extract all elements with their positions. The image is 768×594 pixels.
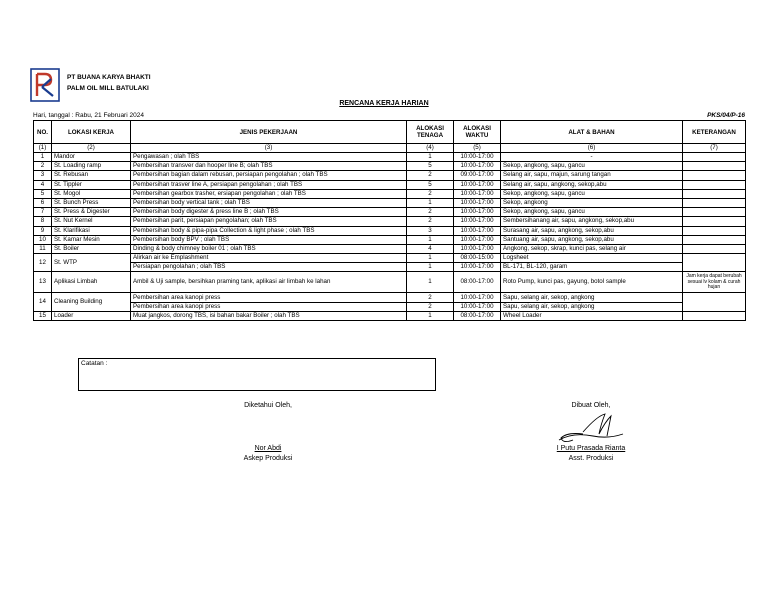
tools-materials: - xyxy=(501,153,683,162)
remarks xyxy=(683,226,746,235)
time-allocation: 10:00-17:00 xyxy=(454,235,501,244)
row-number: 5 xyxy=(34,189,52,198)
work-location: St. Nut Kernel xyxy=(52,217,131,226)
staff-allocation: 1 xyxy=(407,263,454,272)
column-index: (5) xyxy=(454,144,501,153)
work-location: Mandor xyxy=(52,153,131,162)
staff-allocation: 1 xyxy=(407,254,454,263)
staff-allocation: 2 xyxy=(407,217,454,226)
company-name: PT BUANA KARYA BHAKTI xyxy=(67,74,151,81)
work-plan-table xyxy=(33,120,746,321)
row-number: 12 xyxy=(34,254,52,272)
remarks xyxy=(683,293,746,311)
column-header: JENIS PEKERJAAN xyxy=(131,121,407,144)
staff-allocation: 1 xyxy=(407,198,454,207)
table-row xyxy=(34,254,746,263)
tools-materials: Angkong, sekop, skrap, kunci pas, selang air xyxy=(501,244,683,253)
time-allocation: 10:00-17:00 xyxy=(454,302,501,311)
table-row xyxy=(34,208,746,217)
row-number: 9 xyxy=(34,226,52,235)
time-allocation: 08:00-17:00 xyxy=(454,311,501,320)
job-description: Pembersihan body vertical tank ; olah TBS xyxy=(131,198,407,207)
work-location: St. Bunch Press xyxy=(52,198,131,207)
notes-box xyxy=(78,358,436,391)
tools-materials: Sekop, angkong, sapu, gancu xyxy=(501,162,683,171)
work-location: St. Rebusan xyxy=(52,171,131,180)
preparer-role: Asst. Produksi xyxy=(568,455,614,462)
tools-materials: Sekop, angkong, sapu, gancu xyxy=(501,208,683,217)
column-header: ALAT & BAHAN xyxy=(501,121,683,144)
preparer-name: I Putu Prasada Rianta xyxy=(556,445,626,452)
table-body xyxy=(34,144,746,321)
time-allocation: 08:00-15:00 xyxy=(454,254,501,263)
time-allocation: 08:00-17:00 xyxy=(454,272,501,293)
company-logo-icon xyxy=(30,68,60,102)
table-row xyxy=(34,217,746,226)
time-allocation: 10:00-17:00 xyxy=(454,263,501,272)
document-code: PKS/04/P-16 xyxy=(707,112,745,119)
job-description: Pengawasan ; olah TBS xyxy=(131,153,407,162)
approver-role: Askep Produksi xyxy=(243,455,293,462)
table-row xyxy=(34,198,746,207)
tools-materials: Selang air, sapu, angkong, sekop,abu xyxy=(501,180,683,189)
column-index: (2) xyxy=(52,144,131,153)
approver-name: Nor Abdi xyxy=(254,445,282,452)
remarks xyxy=(683,235,746,244)
row-number: 15 xyxy=(34,311,52,320)
row-number: 8 xyxy=(34,217,52,226)
work-location: St. Kamar Mesin xyxy=(52,235,131,244)
table-row xyxy=(34,235,746,244)
row-number: 2 xyxy=(34,162,52,171)
company-block xyxy=(67,72,151,94)
column-index: (6) xyxy=(501,144,683,153)
remarks xyxy=(683,198,746,207)
job-description: Pembersihan parit, persiapan pengolahan; olah TBS xyxy=(131,217,407,226)
row-number: 14 xyxy=(34,293,52,311)
work-location: St. Press & Digester xyxy=(52,208,131,217)
work-location: Aplikasi Limbah xyxy=(52,272,131,293)
work-location: St. Loading ramp xyxy=(52,162,131,171)
table-row xyxy=(34,244,746,253)
job-description: Pembersihan body digester & press line B ; olah TBS xyxy=(131,208,407,217)
time-allocation: 09:00-17:00 xyxy=(454,171,501,180)
approved-by-caption: Diketahui Oleh, xyxy=(244,402,292,409)
time-allocation: 10:00-17:00 xyxy=(454,208,501,217)
column-header: NO. xyxy=(34,121,52,144)
job-description: Pembersihan body BPV ; olah TBS xyxy=(131,235,407,244)
work-location: Cleaning Building xyxy=(52,293,131,311)
table-row xyxy=(34,302,746,311)
remarks xyxy=(683,311,746,320)
time-allocation: 10:00-17:00 xyxy=(454,226,501,235)
notes-label: Catatan : xyxy=(81,360,108,367)
tools-materials: Logsheet xyxy=(501,254,683,263)
time-allocation: 10:00-17:00 xyxy=(454,162,501,171)
table-row xyxy=(34,272,746,293)
tools-materials: Sekop, angkong xyxy=(501,198,683,207)
column-header: ALOKASI TENAGA xyxy=(407,121,454,144)
row-number: 7 xyxy=(34,208,52,217)
remarks: Jam kerja dapat berubah sesuai lv kolam & curah hujan xyxy=(683,272,746,293)
job-description: Pembersihan body & pipa-pipa Collection & light phase ; olah TBS xyxy=(131,226,407,235)
table-row xyxy=(34,226,746,235)
job-description: Pembersihan trasver line A, persiapan pengolahan ; olah TBS xyxy=(131,180,407,189)
job-description: Pembersihan transver dan hooper line B; olah TBS xyxy=(131,162,407,171)
remarks xyxy=(683,217,746,226)
tools-materials: BL-171, BL-120, garam xyxy=(501,263,683,272)
column-index: (3) xyxy=(131,144,407,153)
table-row xyxy=(34,263,746,272)
time-allocation: 10:00-17:00 xyxy=(454,293,501,302)
column-index: (1) xyxy=(34,144,52,153)
tools-materials: Surasang air, sapu, angkong, sekop,abu xyxy=(501,226,683,235)
row-number: 6 xyxy=(34,198,52,207)
staff-allocation: 1 xyxy=(407,311,454,320)
row-number: 13 xyxy=(34,272,52,293)
job-description: Alirkan air ke Emplashment xyxy=(131,254,407,263)
column-header: KETERANGAN xyxy=(683,121,746,144)
table-row xyxy=(34,180,746,189)
job-description: Pembersihan area kanopi press xyxy=(131,293,407,302)
handwritten-signature xyxy=(553,410,633,448)
work-location: Loader xyxy=(52,311,131,320)
staff-allocation: 2 xyxy=(407,171,454,180)
table-row xyxy=(34,293,746,302)
document-title: RENCANA KERJA HARIAN xyxy=(339,100,429,107)
staff-allocation: 4 xyxy=(407,244,454,253)
row-number: 1 xyxy=(34,153,52,162)
time-allocation: 10:00-17:00 xyxy=(454,244,501,253)
column-index: (4) xyxy=(407,144,454,153)
remarks xyxy=(683,162,746,171)
prepared-by-caption: Dibuat Oleh, xyxy=(571,402,611,409)
staff-allocation: 2 xyxy=(407,293,454,302)
table-row xyxy=(34,189,746,198)
index-row xyxy=(34,144,746,153)
work-location: St. WTP xyxy=(52,254,131,272)
staff-allocation: 1 xyxy=(407,235,454,244)
staff-allocation: 1 xyxy=(407,153,454,162)
job-description: Persiapan pengolahan ; olah TBS xyxy=(131,263,407,272)
date-line: Hari, tanggal : Rabu, 21 Februari 2024 xyxy=(33,112,144,119)
time-allocation: 10:00-17:00 xyxy=(454,189,501,198)
work-location: St. Klarifikasi xyxy=(52,226,131,235)
job-description: Pembersihan gearbox trasher, ersiapan pengolahan ; olah TBS xyxy=(131,189,407,198)
tools-materials: Sembersihanang air, sapu, angkong, sekop,abu xyxy=(501,217,683,226)
remarks xyxy=(683,244,746,253)
staff-allocation: 5 xyxy=(407,180,454,189)
staff-allocation: 1 xyxy=(407,272,454,293)
column-index: (7) xyxy=(683,144,746,153)
tools-materials: Wheel Loader xyxy=(501,311,683,320)
staff-allocation: 3 xyxy=(407,226,454,235)
tools-materials: Sekop, angkong, sapu, gancu xyxy=(501,189,683,198)
tools-materials: Roto Pump, kunci pas, gayung, botol sample xyxy=(501,272,683,293)
table-header-row xyxy=(34,121,746,144)
tools-materials: Selang air, sapu, majun, sarung tangan xyxy=(501,171,683,180)
table-row xyxy=(34,311,746,320)
column-header: LOKASI KERJA xyxy=(52,121,131,144)
tools-materials: Santuang air, sapu, angkong, sekop,abu xyxy=(501,235,683,244)
staff-allocation: 2 xyxy=(407,208,454,217)
work-location: St. Boiler xyxy=(52,244,131,253)
remarks xyxy=(683,208,746,217)
staff-allocation: 2 xyxy=(407,302,454,311)
tools-materials: Sapu, selang air, sekop, angkong xyxy=(501,293,683,302)
time-allocation: 10:00-17:00 xyxy=(454,198,501,207)
work-location: St. Tippler xyxy=(52,180,131,189)
job-description: Pembersihan bagian dalam rebusan, persiapan pengolahan ; olah TBS xyxy=(131,171,407,180)
remarks xyxy=(683,180,746,189)
remarks xyxy=(683,189,746,198)
work-location: St. Mogol xyxy=(52,189,131,198)
remarks xyxy=(683,153,746,162)
job-description: Pembersihan area kanopi press xyxy=(131,302,407,311)
time-allocation: 10:00-17:00 xyxy=(454,217,501,226)
table-row xyxy=(34,171,746,180)
time-allocation: 10:00-17:00 xyxy=(454,153,501,162)
row-number: 4 xyxy=(34,180,52,189)
column-header: ALOKASI WAKTU xyxy=(454,121,501,144)
row-number: 11 xyxy=(34,244,52,253)
row-number: 10 xyxy=(34,235,52,244)
remarks xyxy=(683,254,746,272)
table-row xyxy=(34,162,746,171)
job-description: Muat jangkos, dorong TBS, isi bahan bakar Boiler ; olah TBS xyxy=(131,311,407,320)
row-number: 3 xyxy=(34,171,52,180)
job-description: Ambil & Uji sample, bersihkan praming tank, aplikasi air limbah ke lahan xyxy=(131,272,407,293)
staff-allocation: 5 xyxy=(407,162,454,171)
job-description: Dinding & body chimney boiler 01 ; olah TBS xyxy=(131,244,407,253)
table-row xyxy=(34,153,746,162)
staff-allocation: 2 xyxy=(407,189,454,198)
time-allocation: 10:00-17:00 xyxy=(454,180,501,189)
remarks xyxy=(683,171,746,180)
tools-materials: Sapu, selang air, sekop, angkong xyxy=(501,302,683,311)
mill-name: PALM OIL MILL BATULAKI xyxy=(67,85,149,92)
